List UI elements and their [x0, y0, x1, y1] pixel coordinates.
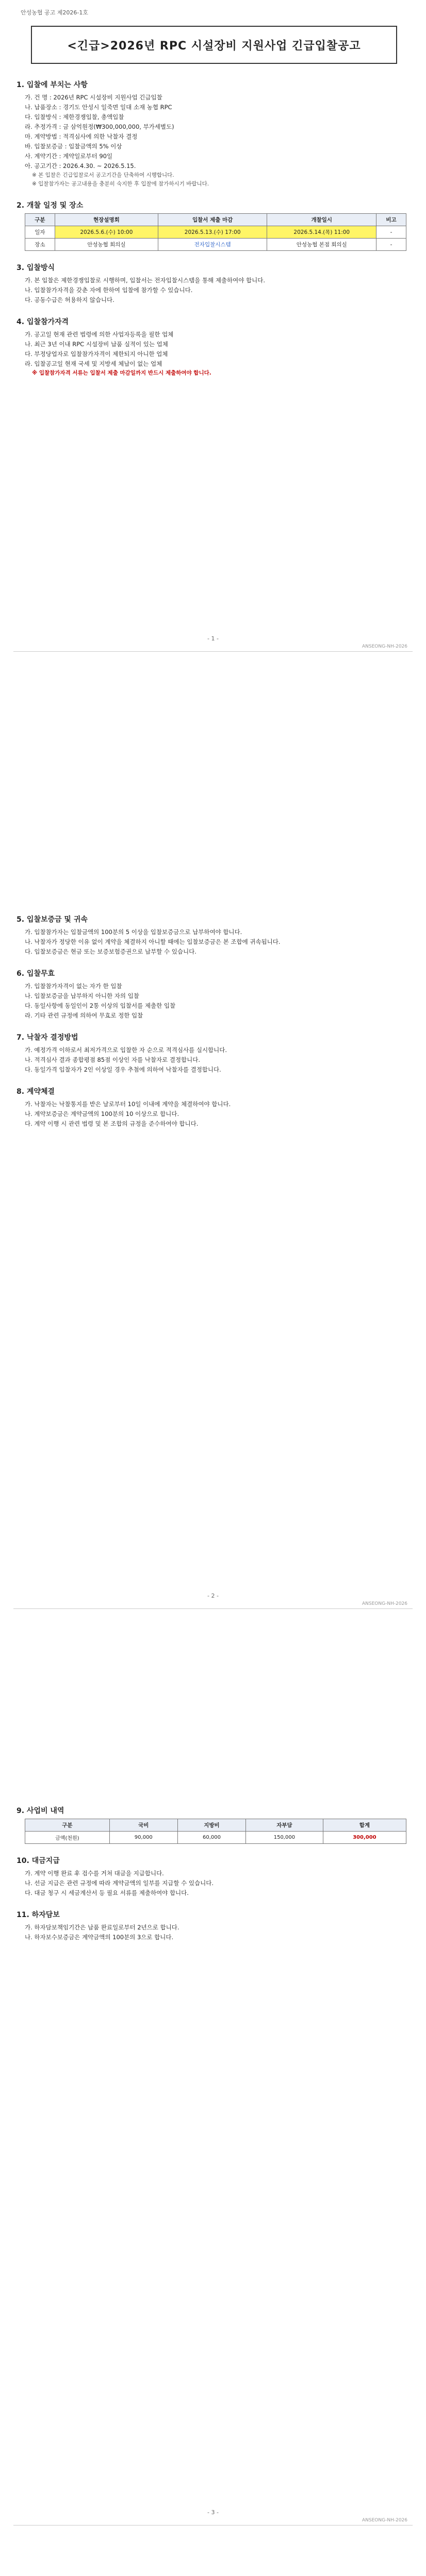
section-10-title: 10. 대금지급: [17, 1857, 60, 1865]
budget-header-cell: 자부담: [246, 1819, 323, 1832]
section-5-item: 가. 입찰참가자는 입찰금액의 100분의 5 이상을 입찰보증금으로 납부하여야 합니다.: [25, 928, 242, 936]
page-number: - 3 -: [207, 2509, 219, 2516]
section-1-item: 나. 납품장소 : 경기도 안성시 일죽면 일대 소재 농협 RPC: [25, 104, 172, 111]
document-title-text: <긴급>2026년 RPC 시설장비 지원사업 긴급입찰공고: [67, 39, 361, 53]
page-code: ANSEONG-NH-2026: [362, 2518, 407, 2523]
section-9-title: 9. 사업비 내역: [17, 1807, 64, 1815]
budget-header-cell: 국비: [109, 1819, 177, 1832]
schedule-cell: 일자: [25, 226, 55, 239]
schedule-cell: -: [376, 239, 406, 251]
section-1-item: 라. 추정가격 : 금 삼억원정(₩300,000,000, 부가세별도): [25, 123, 174, 130]
section-5-item: 다. 입찰보증금은 현금 또는 보증보험증권으로 납부할 수 있습니다.: [25, 948, 196, 955]
section-11-title: 11. 하자담보: [17, 1911, 60, 1919]
page-2: [13, 907, 413, 1611]
section-7-item: 가. 예정가격 이하로서 최저가격으로 입찰한 자 순으로 적격심사를 실시합니다.: [25, 1046, 227, 1054]
budget-header-cell: 지방비: [177, 1819, 245, 1832]
budget-cell: 150,000: [246, 1832, 323, 1844]
schedule-cell: 장소: [25, 239, 55, 251]
section-5-item: 나. 낙찰자가 정당한 이유 없이 계약을 체결하지 아니할 때에는 입찰보증금은 본 조합에 귀속됩니다.: [25, 938, 281, 945]
section-8-item: 가. 낙찰자는 낙찰통지를 받은 날로부터 10일 이내에 계약을 체결하여야 합니다.: [25, 1100, 231, 1108]
section-4-item: 라. 입찰공고일 현재 국세 및 지방세 체납이 없는 업체: [25, 360, 162, 367]
section-7-item: 다. 동일가격 입찰자가 2인 이상일 경우 추첨에 의하여 낙찰자를 결정합니다.: [25, 1066, 221, 1073]
section-6-item: 나. 입찰보증금을 납부하지 아니한 자의 입찰: [25, 992, 139, 999]
page-divider: [13, 2525, 413, 2526]
schedule-table: [25, 213, 406, 251]
budget-cell: 금액(천원): [25, 1832, 110, 1844]
schedule-cell: 전자입찰시스템: [158, 239, 267, 251]
schedule-header-cell: 구분: [25, 214, 55, 226]
section-1-title: 1. 입찰에 부치는 사항: [17, 81, 88, 89]
schedule-cell: 2026.5.6.(수) 10:00: [55, 226, 158, 239]
section-7-title: 7. 낙찰자 결정방법: [17, 1033, 78, 1042]
section-1-item: 다. 입찰방식 : 제한경쟁입찰, 총액입찰: [25, 113, 124, 121]
section-3-item: 다. 공동수급은 허용하지 않습니다.: [25, 296, 114, 303]
schedule-cell: 2026.5.14.(목) 11:00: [267, 226, 376, 239]
section-6-item: 라. 기타 관련 규정에 의하여 무효로 정한 입찰: [25, 1012, 143, 1019]
section-4-item: 다. 부정당업자로 입찰참가자격이 제한되지 아니한 업체: [25, 350, 168, 358]
section-4-item: 가. 공고일 현재 관련 법령에 의한 사업자등록을 필한 업체: [25, 331, 174, 338]
page-3: [13, 1798, 413, 2528]
section-5-title: 5. 입찰보증금 및 귀속: [17, 916, 88, 924]
section-8-title: 8. 계약체결: [17, 1088, 55, 1096]
section-4-highlight: ※ 입찰참가자격 서류는 입찰서 제출 마감일까지 반드시 제출하여야 합니다.: [32, 370, 211, 376]
section-6-item: 가. 입찰참가자격이 없는 자가 한 입찰: [25, 982, 122, 990]
schedule-table-row: [25, 226, 406, 239]
schedule-cell: 안성농협 회의실: [55, 239, 158, 251]
section-1-item: 바. 입찰보증금 : 입찰금액의 5% 이상: [25, 143, 122, 150]
section-1-item: 사. 계약기간 : 계약일로부터 90일: [25, 152, 113, 160]
schedule-header-cell: 비고: [376, 214, 406, 226]
page-number: - 2 -: [207, 1592, 219, 1599]
document-title: [31, 26, 397, 64]
section-3-item: 가. 본 입찰은 제한경쟁입찰로 시행하며, 입찰서는 전자입찰시스템을 통해 제출하여야 합니다.: [25, 277, 266, 284]
budget-cell-total: 300,000: [323, 1832, 406, 1844]
schedule-table-row: [25, 239, 406, 251]
section-10-item: 다. 대금 청구 시 세금계산서 등 필요 서류를 제출하여야 합니다.: [25, 1889, 189, 1896]
budget-table-row: [25, 1832, 406, 1844]
page-code: ANSEONG-NH-2026: [362, 644, 407, 649]
schedule-header-cell: 개찰일시: [267, 214, 376, 226]
section-7-item: 나. 적격심사 결과 종합평점 85점 이상인 자를 낙찰자로 결정합니다.: [25, 1056, 201, 1063]
page-code: ANSEONG-NH-2026: [362, 1601, 407, 1606]
section-3-item: 나. 입찰참가자격을 갖춘 자에 한하여 입찰에 참가할 수 있습니다.: [25, 286, 193, 294]
section-11-item: 가. 하자담보책임기간은 납품 완료일로부터 2년으로 합니다.: [25, 1924, 179, 1931]
budget-header-cell: 합계: [323, 1819, 406, 1832]
budget-cell: 60,000: [177, 1832, 245, 1844]
section-1-item: 아. 공고기간 : 2026.4.30. ~ 2026.5.15.: [25, 162, 136, 170]
section-4-item: 나. 최근 3년 이내 RPC 시설장비 납품 실적이 있는 업체: [25, 341, 168, 348]
budget-table: [25, 1819, 406, 1844]
section-11-item: 나. 하자보수보증금은 계약금액의 100분의 3으로 합니다.: [25, 1934, 174, 1941]
page-divider: [13, 1608, 413, 1609]
section-6-item: 다. 동일사항에 동일인이 2통 이상의 입찰서를 제출한 입찰: [25, 1002, 176, 1009]
section-1-note: ※ 본 입찰은 긴급입찰로서 공고기간을 단축하여 시행합니다.: [32, 172, 174, 178]
section-4-title: 4. 입찰참가자격: [17, 318, 69, 326]
section-1-note: ※ 입찰참가자는 공고내용을 충분히 숙지한 후 입찰에 참가하시기 바랍니다.: [32, 181, 209, 187]
section-8-item: 나. 계약보증금은 계약금액의 100분의 10 이상으로 합니다.: [25, 1110, 179, 1117]
section-2-title: 2. 개찰 일정 및 장소: [17, 201, 84, 210]
section-10-item: 나. 선금 지급은 관련 규정에 따라 계약금액의 일부를 지급할 수 있습니다.: [25, 1879, 214, 1887]
section-1-item: 마. 계약방법 : 적격심사에 의한 낙찰자 결정: [25, 133, 138, 140]
schedule-cell: -: [376, 226, 406, 239]
section-3-title: 3. 입찰방식: [17, 264, 55, 272]
section-8-item: 다. 계약 이행 시 관련 법령 및 본 조합의 규정을 준수하여야 합니다.: [25, 1120, 199, 1127]
budget-table-header: [25, 1819, 406, 1832]
section-6-title: 6. 입찰무효: [17, 970, 55, 978]
section-1-item: 가. 건 명 : 2026년 RPC 시설장비 지원사업 긴급입찰: [25, 94, 162, 101]
schedule-header-cell: 현장설명회: [55, 214, 158, 226]
budget-header-cell: 구분: [25, 1819, 110, 1832]
page-divider: [13, 651, 413, 652]
header-note: 안성농협 공고 제2026-1호: [21, 9, 88, 16]
page-1: [13, 72, 413, 654]
page-number: - 1 -: [207, 635, 219, 642]
schedule-header-cell: 입찰서 제출 마감: [158, 214, 267, 226]
schedule-cell: 안성농협 본점 회의실: [267, 239, 376, 251]
section-10-item: 가. 계약 이행 완료 후 검수를 거쳐 대금을 지급합니다.: [25, 1870, 164, 1877]
schedule-cell: 2026.5.13.(수) 17:00: [158, 226, 267, 239]
budget-cell: 90,000: [109, 1832, 177, 1844]
schedule-table-header: [25, 214, 406, 226]
